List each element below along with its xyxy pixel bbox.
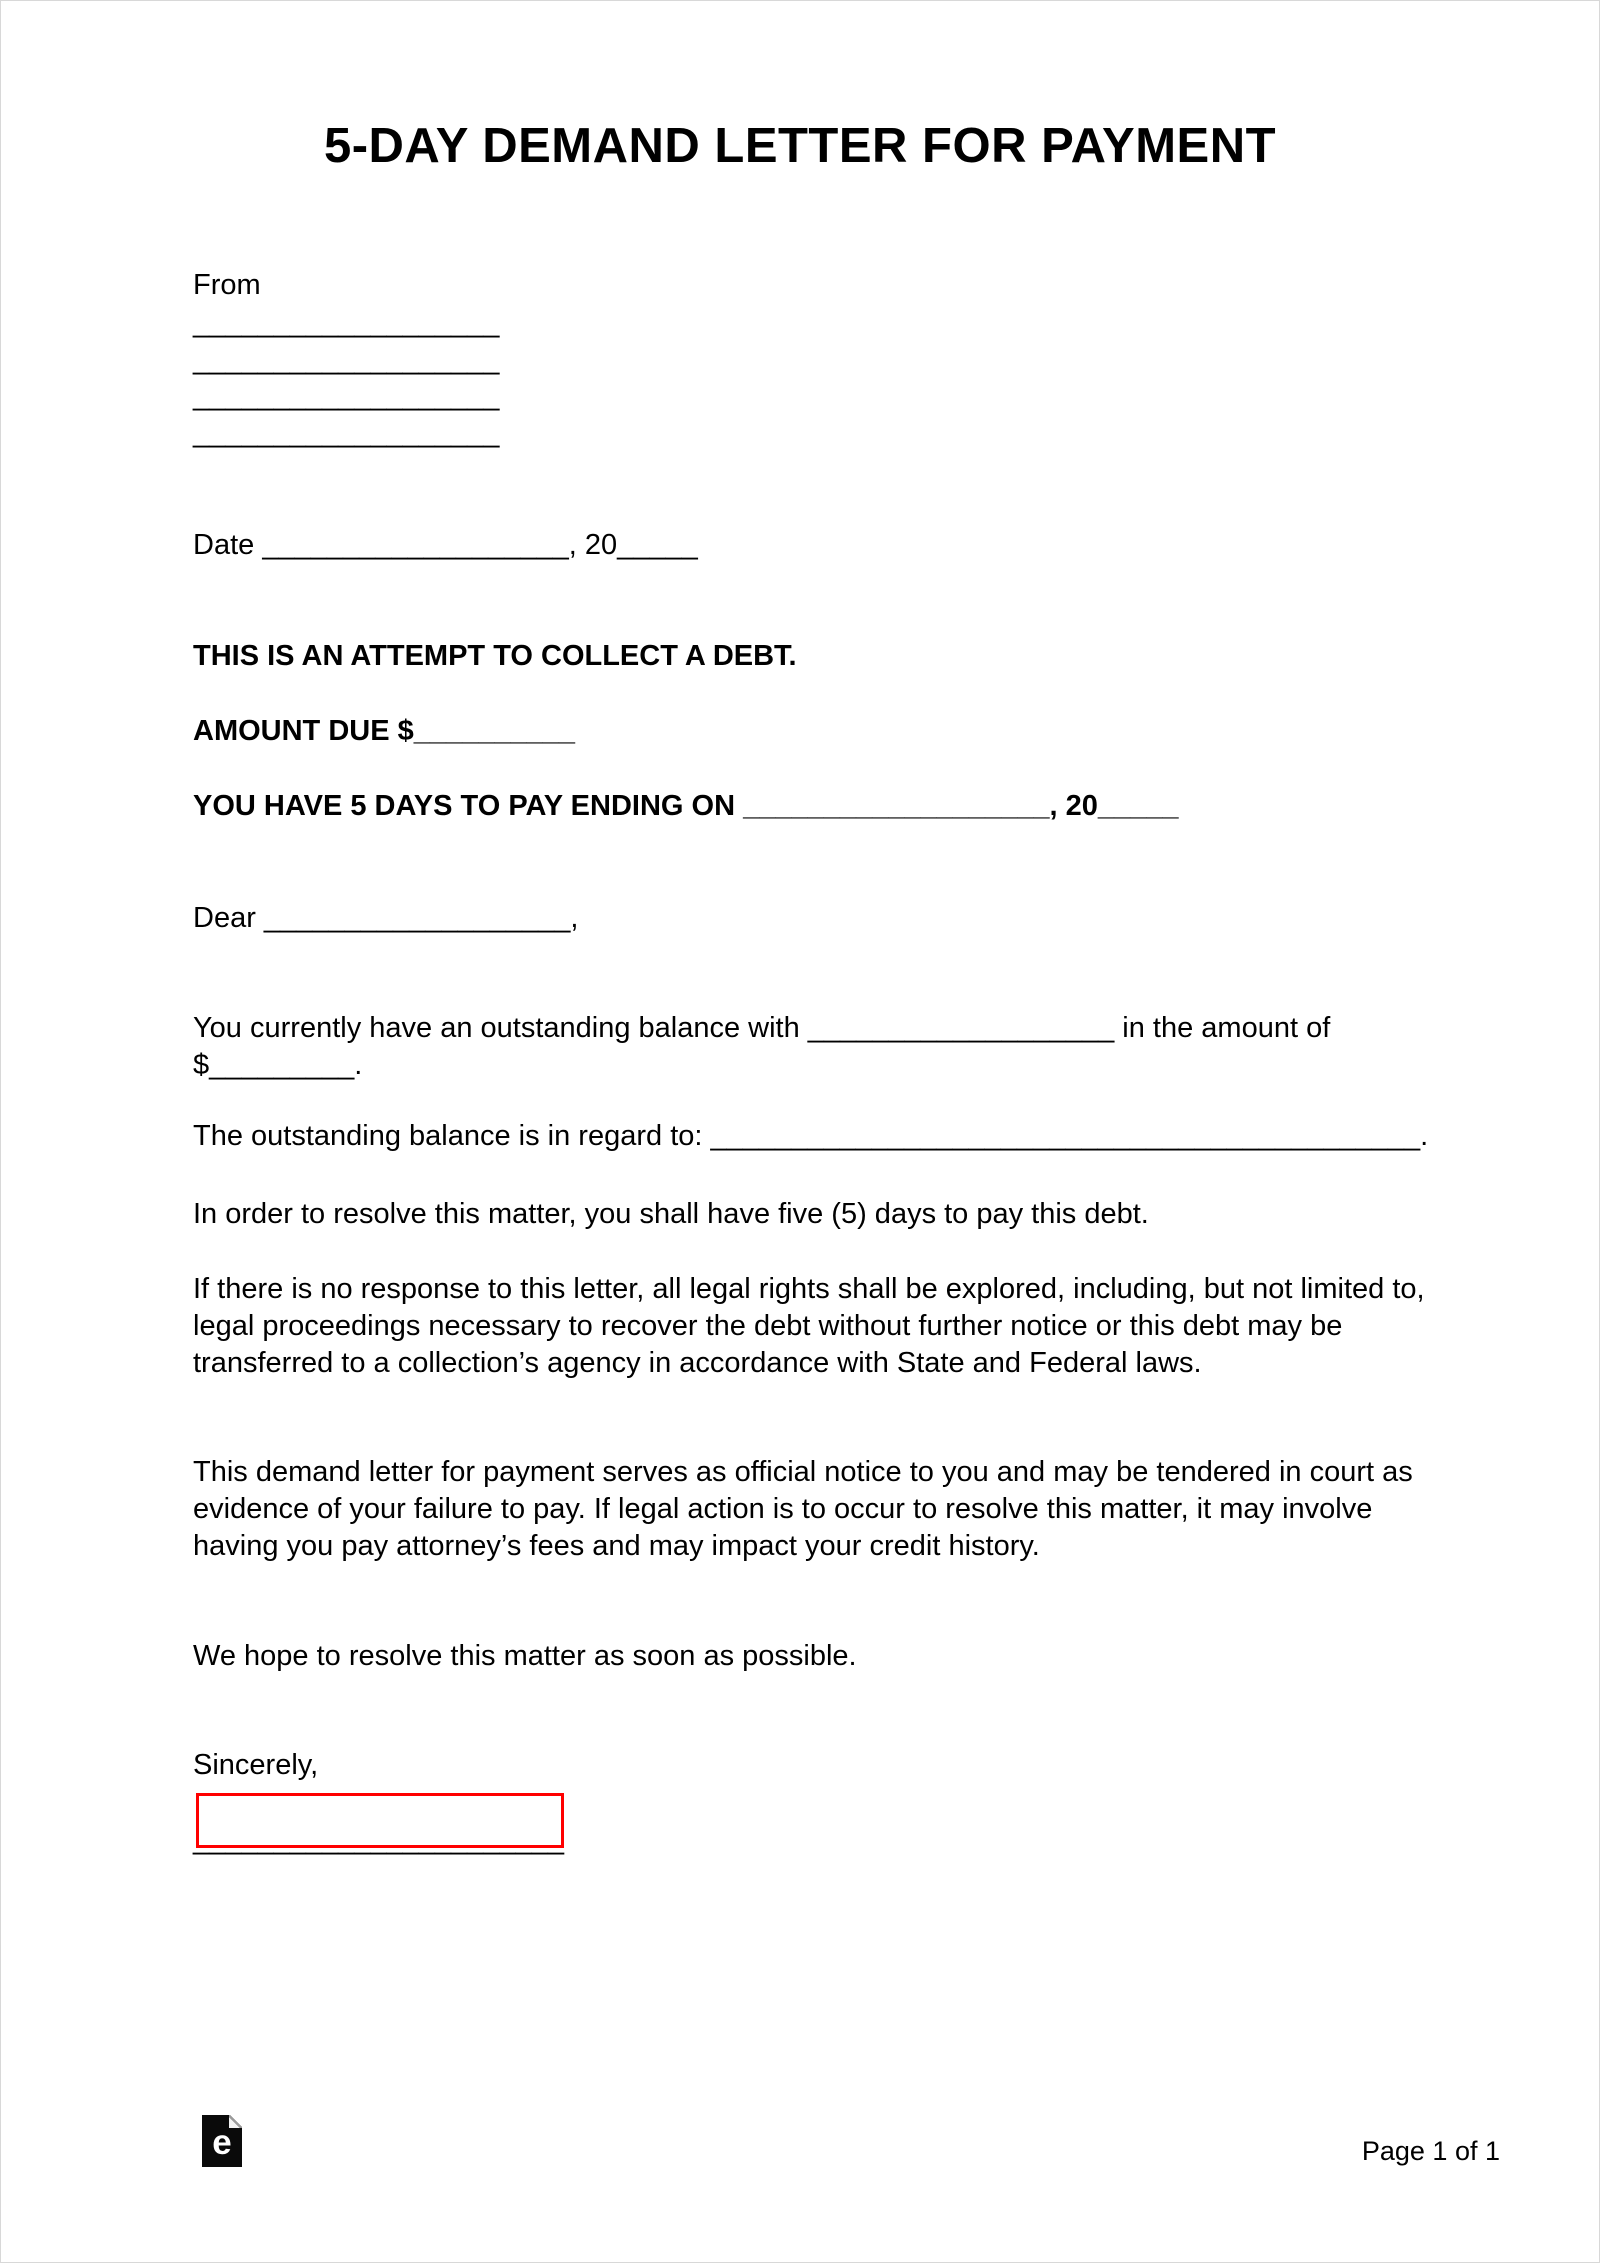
date-line: Date ___________________, 20_____ <box>193 529 698 561</box>
from-line: ___________________ <box>193 343 500 376</box>
logo-letter: e <box>212 2123 232 2162</box>
payment-deadline-notice: YOU HAVE 5 DAYS TO PAY ENDING ON ___________________, 20_____ <box>193 790 1179 822</box>
page-indicator: Page 1 of 1 <box>1361 2136 1500 2166</box>
body-paragraph-hope: We hope to resolve this matter as soon as possible. <box>193 1640 857 1672</box>
closing: Sincerely, <box>193 1749 319 1781</box>
amount-due-notice: AMOUNT DUE $__________ <box>193 715 576 747</box>
body-paragraph-regard: The outstanding balance is in regard to: ____________________________________________. <box>193 1120 1429 1152</box>
salutation: Dear ___________________, <box>193 902 579 934</box>
body-paragraph-official-notice: This demand letter for payment serves as official notice to you and may be tendered in court as evidence of your failure to pay. If legal action is to occur to resolve this matter, it may involve having you pay attorney’s fees and may impact your credit history. <box>193 1456 1413 1562</box>
eforms-logo <box>202 2115 242 2167</box>
from-lines-block <box>193 305 1445 452</box>
page-title: 5-DAY DEMAND LETTER FOR PAYMENT <box>323 119 1277 173</box>
body-paragraph-balance: You currently have an outstanding balance with ___________________ in the amount of $_________. <box>193 1012 1331 1081</box>
body-paragraph-legal-rights: If there is no response to this letter, all legal rights shall be explored, including, but not limited to, legal proceedings necessary to recover the debt without further notice or this debt may be transferred to a collection’s agency in accordance with State and Federal laws. <box>193 1273 1425 1379</box>
from-label: From <box>193 269 261 301</box>
from-line: ___________________ <box>193 307 500 339</box>
from-line: ___________________ <box>193 417 500 450</box>
signature-line: _______________________ <box>193 1824 564 1856</box>
signature-field[interactable] <box>196 1793 564 1848</box>
from-line: ___________________ <box>193 380 500 413</box>
debt-collection-notice: THIS IS AN ATTEMPT TO COLLECT A DEBT. <box>193 640 797 672</box>
body-paragraph-resolve: In order to resolve this matter, you shall have five (5) days to pay this debt. <box>193 1198 1149 1230</box>
